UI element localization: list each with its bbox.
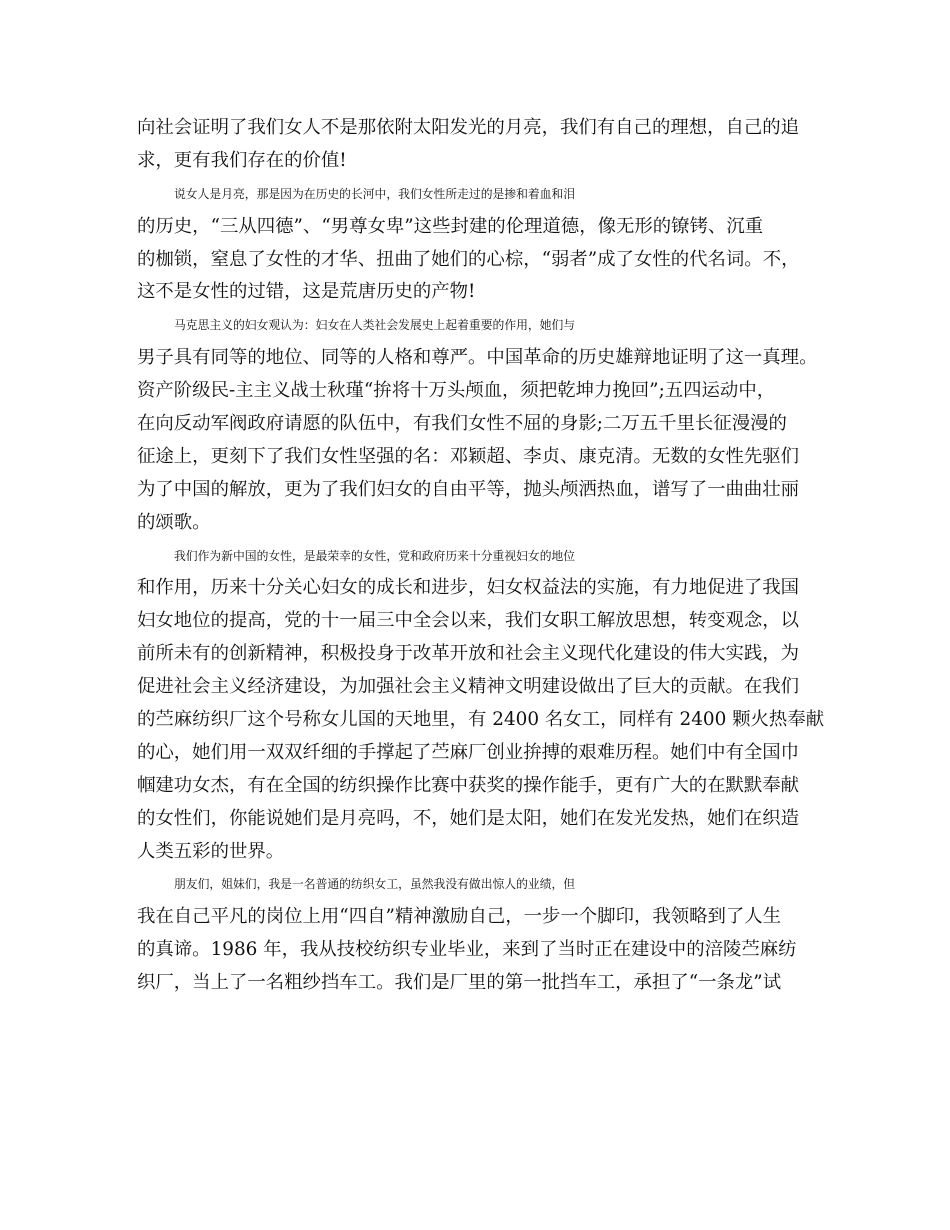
- paragraph-first-line: 马克思主义的妇女观认为：妇女在人类社会发展史上起着重要的作用，她们与: [174, 318, 576, 333]
- text-line: 这不是女性的过错，这是荒唐历史的产物!: [137, 281, 476, 303]
- paragraph-first-line: 朋友们，姐妹们，我是一名普通的纺织女工，虽然我没有做出惊人的业绩，但: [174, 877, 576, 892]
- text-line: 的真谛。1986 年，我从技校纺织专业毕业，来到了当时正在建设中的涪陵苎麻纺: [137, 939, 797, 961]
- text-line: 向社会证明了我们女人不是那依附太阳发光的月亮，我们有自己的理想，自己的追: [137, 117, 800, 138]
- text-line: 妇女地位的提高，党的十一届三中全会以来，我们女职工解放思想，转变观念，以: [137, 610, 800, 632]
- text-line: 的女性们，你能说她们是月亮吗，不，她们是太阳，她们在发光发热，她们在织造: [137, 807, 800, 829]
- text-line: 织厂，当上了一名粗纱挡车工。我们是厂里的第一批挡车工，承担了“一条龙”试: [137, 972, 782, 994]
- text-line: 求，更有我们存在的价值!: [137, 149, 347, 171]
- text-line: 帼建功女杰，有在全国的纺织操作比赛中获奖的操作能手，更有广大的在默默奉献: [137, 774, 800, 796]
- text-line: 男子具有同等的地位、同等的人格和尊严。中国革命的历史雄辩地证明了这一真理。: [137, 347, 818, 369]
- document-body: [137, 112, 825, 1000]
- paragraph-first-line: 我们作为新中国的女性，是最荣幸的女性，党和政府历来十分重视妇女的地位: [174, 548, 576, 563]
- text-line: 人类五彩的世界。: [137, 840, 285, 862]
- text-line: 的心，她们用一双双纤细的手撑起了苎麻厂创业拚搏的艰难历程。她们中有全国巾: [137, 741, 800, 763]
- text-line: 在向反动军阀政府请愿的队伍中，有我们女性不屈的身影;二万五千里长征漫漫的: [137, 413, 787, 435]
- text-line: 促进社会主义经济建设，为加强社会主义精神文明建设做出了巨大的贡献。在我们: [137, 676, 800, 698]
- text-line: 征途上，更刻下了我们女性坚强的名：邓颖超、李贞、康克清。无数的女性先驱们: [137, 445, 800, 467]
- text-line: 的历史，“三从四德”、“男尊女卑”这些封建的伦理道德，像无形的镣铐、沉重: [137, 215, 764, 237]
- text-line: 为了中国的解放，更为了我们妇女的自由平等，抛头颅洒热血，谱写了一曲曲壮丽: [137, 478, 800, 500]
- text-line: 资产阶级民-主主义战士秋瑾“拚将十万头颅血，须把乾坤力挽回”;五四运动中，: [137, 380, 776, 402]
- paragraph-first-line: 说女人是月亮，那是因为在历史的长河中，我们女性所走过的是掺和着血和泪: [174, 186, 576, 201]
- text-line: 的苎麻纺织厂这个号称女儿国的天地里，有 2400 名女工，同样有 2400 颗火热奉献: [137, 709, 825, 731]
- text-line: 的枷锁，窒息了女性的才华、扭曲了她们的心棕，“弱者”成了女性的代名词。不，: [137, 248, 800, 270]
- text-line: 我在自己平凡的岗位上用“四自”精神激励自己，一步一个脚印，我领略到了人生: [137, 906, 782, 928]
- text-line: 的颂歌。: [137, 511, 211, 533]
- text-line: 前所未有的创新精神，积极投身于改革开放和社会主义现代化建设的伟大实践，为: [137, 643, 800, 665]
- text-line: 和作用，历来十分关心妇女的成长和进步，妇女权益法的实施，有力地促进了我国: [137, 577, 800, 599]
